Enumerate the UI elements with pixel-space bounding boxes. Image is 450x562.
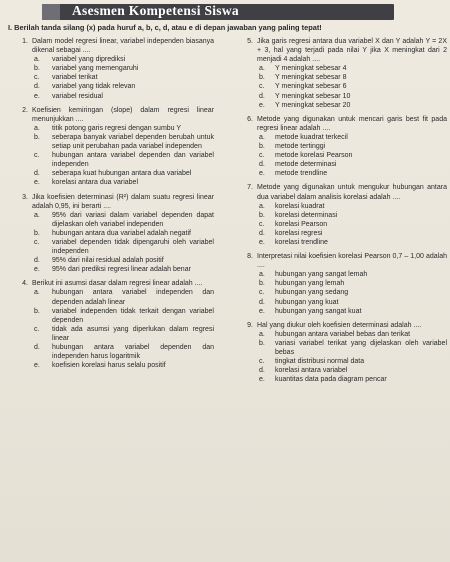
option-text: metode tertinggi [275,143,326,151]
answer-option[interactable] [257,82,447,91]
question-item [6,279,214,370]
question-item [6,193,214,275]
answer-option[interactable] [257,279,447,288]
question-number: 3. [22,193,28,201]
option-text: metode determinasi [275,161,337,169]
option-text: koefisien korelasi harus selalu positif [52,362,166,370]
question-stem: Hal yang diukur oleh koefisien determinasi adalah .... [257,321,422,329]
option-text: seberapa banyak variabel dependen berubah untuk setiap unit perubahan pada variabel independen [52,133,214,151]
option-letter: b. [34,65,40,73]
option-letter: e. [34,266,40,274]
option-letter: c. [259,358,265,366]
option-text: variabel dependen tidak dipengaruhi oleh variabel independen [52,238,214,256]
option-letter: a. [259,271,265,279]
option-letter: e. [259,101,265,109]
banner-title: Asesmen Kompetensi Siswa [72,3,239,18]
answer-option[interactable] [257,133,447,142]
answer-option[interactable] [32,178,214,187]
question-item [235,252,447,316]
answer-option[interactable] [257,330,447,339]
option-text: seberapa kuat hubungan antara dua variabel [52,170,192,178]
option-text: metode kuadrat terkecil [275,133,348,141]
option-letter: e. [259,170,265,178]
answer-option[interactable] [257,238,447,247]
question-item [235,37,447,110]
option-text: variabel independen tidak terkait dengan variabel dependen [52,307,214,324]
option-text: korelasi Pearson [275,220,328,228]
question-number: 1. [22,38,28,45]
answer-option[interactable] [257,64,447,73]
option-text: Y meningkat sebesar 6 [275,83,347,91]
answer-option[interactable] [257,160,447,169]
option-letter: a. [259,65,265,73]
option-text: hubungan antara variabel dependen dan independen harus logaritmik [52,344,214,361]
question-stem: Metode yang digunakan untuk mencari garis best fit pada regresi linear adalah .... [257,115,447,132]
question-number: 9. [247,321,253,329]
answer-option[interactable] [32,151,214,169]
answer-option[interactable] [32,211,214,229]
option-letter: e. [259,238,265,246]
question-stem: Dalam model regresi linear, variabel independen biasanya dikenal sebagai .... [32,38,214,55]
option-letter: b. [259,339,265,347]
answer-option[interactable] [257,92,447,101]
option-letter: c. [34,325,40,333]
answer-option[interactable] [32,361,214,370]
option-text: variasi variabel terikat yang dijelaskan oleh variabel bebas [275,339,447,356]
answer-option[interactable] [32,265,214,274]
option-letter: b. [259,143,265,151]
option-text: tidak ada asumsi yang diperlukan dalam regresi linear [52,325,214,342]
option-text: hubungan yang lemah [275,280,345,288]
question-item [6,37,214,101]
answer-option[interactable] [32,64,214,73]
answer-option[interactable] [32,256,214,265]
answer-option[interactable] [32,229,214,238]
answer-option[interactable] [257,151,447,160]
answer-option[interactable] [257,366,447,375]
answer-option[interactable] [32,307,214,325]
option-text: hubungan yang kuat [275,298,339,306]
answer-option[interactable] [32,238,214,256]
answer-option[interactable] [257,220,447,229]
option-text: variabel yang tidak relevan [52,83,136,91]
option-letter: b. [259,74,265,82]
question-stem: Jika garis regresi antara dua variabel X dan Y adalah Y = 2X + 3, hal yang terjadi pada nilai Y jika X meningkat dari 2 menjadi 4 adalah .... [257,38,447,64]
question-column-left [6,37,214,375]
question-number: 2. [22,106,28,114]
option-letter: c. [259,289,265,297]
option-letter: c. [34,74,40,82]
option-letter: a. [34,56,40,64]
answer-option[interactable] [257,339,447,357]
option-text: kuantitas data pada diagram pencar [275,376,387,384]
option-letter: b. [34,307,40,315]
answer-option[interactable] [32,343,214,361]
question-item [235,115,447,179]
answer-option[interactable] [257,357,447,366]
option-text: hubungan antara dua variabel adalah negatif [52,229,191,237]
option-letter: c. [34,152,40,160]
question-stem: Interpretasi nilai koefisien korelasi Pearson 0,7 – 1,00 adalah .... [257,253,447,270]
question-number: 8. [247,253,253,261]
answer-option[interactable] [32,124,214,133]
option-text: tingkat distribusi normal data [275,358,365,366]
option-letter: d. [34,170,40,178]
option-letter: a. [259,133,265,141]
answer-option[interactable] [257,270,447,279]
answer-option[interactable] [32,92,214,101]
question-number: 6. [247,115,253,123]
answer-option[interactable] [257,202,447,211]
option-letter: a. [34,124,40,132]
answer-option[interactable] [257,229,447,238]
option-text: hubungan antara variabel bebas dan terikat [275,330,411,338]
option-letter: a. [259,330,265,338]
banner-tab-marker [42,4,60,20]
answer-option[interactable] [32,133,214,151]
question-stem: Koefisien kemiringan (slope) dalam regresi linear menunjukkan .... [32,106,214,123]
option-text: Y meningkat sebesar 4 [275,65,347,73]
option-text: hubungan yang sangat kuat [275,307,362,315]
option-letter: b. [34,229,40,237]
option-letter: b. [259,211,265,219]
option-letter: d. [34,257,40,265]
answer-option[interactable] [257,73,447,82]
option-text: korelasi determinasi [275,211,338,219]
answer-option[interactable] [257,288,447,297]
question-stem: Berikut ini asumsi dasar dalam regresi linear adalah .... [32,280,203,288]
option-text: korelasi regresi [275,229,323,237]
answer-option[interactable] [257,169,447,178]
option-letter: a. [34,211,40,219]
answer-option[interactable] [257,375,447,384]
option-letter: b. [34,133,40,141]
question-number: 5. [247,38,253,45]
option-letter: d. [259,298,265,306]
answer-option[interactable] [32,169,214,178]
answer-option[interactable] [257,298,447,307]
option-letter: c. [259,83,265,91]
answer-option[interactable] [257,307,447,316]
option-text: metode trendline [275,170,328,178]
option-letter: e. [34,179,40,187]
option-letter: d. [259,367,265,375]
option-letter: d. [259,161,265,169]
option-letter: a. [259,202,265,210]
question-item [235,321,447,385]
option-letter: e. [259,307,265,315]
option-text: variabel residual [52,92,103,100]
answer-option[interactable] [257,211,447,220]
option-text: metode korelasi Pearson [275,152,353,160]
option-text: 95% dari nilai residual adalah positif [52,257,164,265]
option-letter: d. [34,344,40,351]
option-letter: d. [259,229,265,237]
question-number: 7. [247,184,253,192]
option-text: hubungan antara variabel independen dan dependen adalah linear [52,289,214,306]
answer-option[interactable] [32,55,214,64]
option-letter: b. [259,280,265,288]
option-text: titik potong garis regresi dengan sumbu Y [52,124,182,132]
answer-option[interactable] [257,142,447,151]
option-text: hubungan yang sangat lemah [275,271,368,279]
question-column-right [235,37,447,389]
option-text: variabel yang memengaruhi [52,65,139,73]
option-text: korelasi trendline [275,238,328,246]
option-letter: d. [259,92,265,100]
question-stem: Metode yang digunakan untuk mengukur hubungan antara dua variabel dalam analisis korelasi adalah .... [257,184,447,201]
option-letter: d. [34,83,40,91]
question-item [6,106,214,188]
question-number: 4. [22,280,28,288]
question-item [235,183,447,247]
question-stem: Jika koefisien determinasi (R²) dalam suatu regresi linear adalah 0,95, ini berarti .... [32,193,214,210]
option-letter: e. [34,362,40,370]
answer-option[interactable] [32,82,214,91]
option-text: hubungan yang sedang [275,289,349,297]
option-text: korelasi kuadrat [275,202,325,210]
answer-option[interactable] [32,288,214,306]
option-text: 95% dari prediksi regresi linear adalah benar [52,266,191,274]
answer-option[interactable] [257,101,447,110]
option-letter: e. [34,92,40,100]
section-banner [42,4,394,20]
option-text: korelasi antara dua variabel [52,179,138,187]
option-text: variabel terikat [52,74,98,82]
option-text: variabel yang diprediksi [52,56,126,64]
option-letter: c. [259,220,265,228]
option-letter: c. [34,238,40,246]
option-letter: e. [259,376,265,384]
instruction-text: I. Berilah tanda silang (x) pada huruf a, b, c, d, atau e di depan jawaban yang paling tepat! [8,23,322,32]
option-letter: a. [34,289,40,297]
option-text: korelasi antara variabel [275,367,348,375]
option-text: hubungan antara variabel dependen dan variabel independen [52,152,214,169]
option-letter: c. [259,152,265,160]
answer-option[interactable] [32,325,214,343]
option-text: Y meningkat sebesar 10 [275,92,351,100]
option-text: Y meningkat sebesar 20 [275,101,351,109]
option-text: 95% dari variasi dalam variabel dependen dapat dijelaskan oleh variabel independen [52,211,214,228]
option-text: Y meningkat sebesar 8 [275,74,347,82]
answer-option[interactable] [32,73,214,82]
